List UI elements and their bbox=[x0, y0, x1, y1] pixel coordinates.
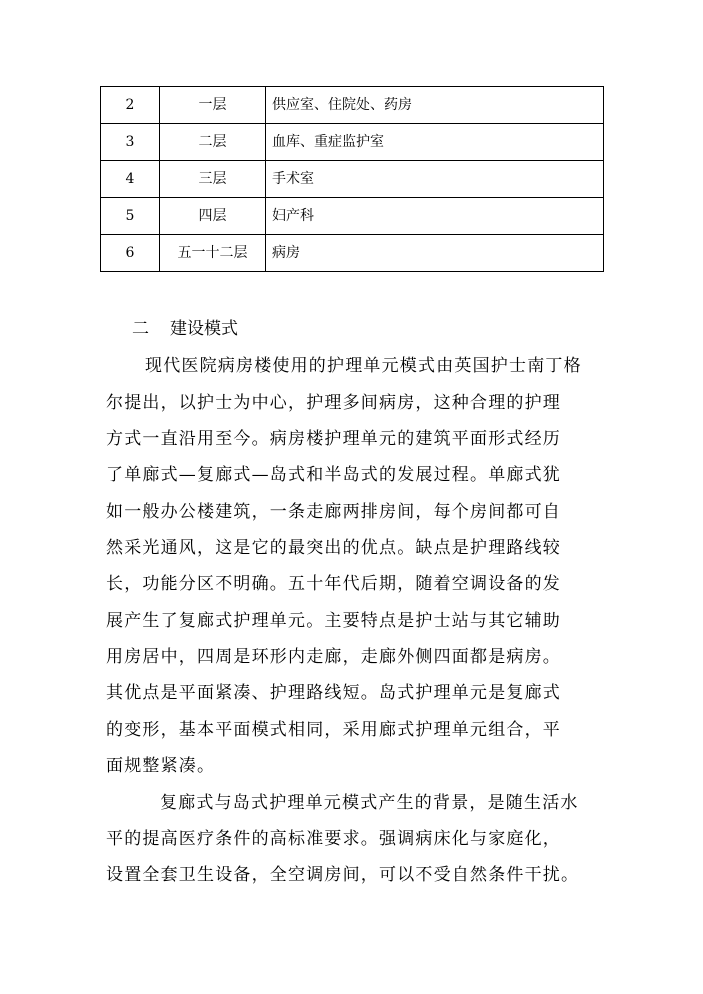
floor-table bbox=[100, 86, 604, 272]
section-heading bbox=[132, 317, 238, 341]
table-row bbox=[101, 87, 604, 124]
department-cell: 血库、重症监护室 bbox=[266, 124, 604, 161]
paragraph-line: 展产生了复廊式护理单元。主要特点是护士站与其它辅助 bbox=[106, 611, 561, 631]
paragraph-line: 方式一直沿用至今。病房楼护理单元的建筑平面形式经历 bbox=[106, 429, 561, 449]
table-row bbox=[101, 124, 604, 161]
paragraph-line: 设置全套卫生设备，全空调房间，可以不受自然条件干扰。 bbox=[106, 865, 580, 885]
paragraph-line: 然采光通风，这是它的最突出的优点。缺点是护理路线较 bbox=[106, 538, 561, 558]
department-cell: 病房 bbox=[266, 235, 604, 272]
floor-cell: 一层 bbox=[160, 87, 266, 124]
department-cell: 供应室、住院处、药房 bbox=[266, 87, 604, 124]
floor-cell: 三层 bbox=[160, 161, 266, 198]
row-number-cell: 4 bbox=[101, 161, 160, 198]
paragraph-line: 面规整紧凑。 bbox=[106, 756, 216, 776]
row-number-cell: 5 bbox=[101, 198, 160, 235]
paragraph-line: 如一般办公楼建筑，一条走廊两排房间，每个房间都可自 bbox=[106, 502, 561, 522]
table-row bbox=[101, 161, 604, 198]
floor-cell: 二层 bbox=[160, 124, 266, 161]
paragraph-line: 的变形，基本平面模式相同，采用廊式护理单元组合，平 bbox=[106, 720, 561, 740]
row-number-cell: 3 bbox=[101, 124, 160, 161]
paragraph-line: 现代医院病房楼使用的护理单元模式由英国护士南丁格 bbox=[145, 356, 582, 376]
department-cell: 手术室 bbox=[266, 161, 604, 198]
department-cell: 妇产科 bbox=[266, 198, 604, 235]
floor-cell: 五一十二层 bbox=[160, 235, 266, 272]
row-number-cell: 2 bbox=[101, 87, 160, 124]
paragraph-line: 平的提高医疗条件的高标准要求。强调病床化与家庭化， bbox=[106, 829, 561, 849]
section-title: 建设模式 bbox=[170, 319, 238, 339]
paragraph-line: 长，功能分区不明确。五十年代后期，随着空调设备的发 bbox=[106, 574, 561, 594]
paragraph-line: 用房居中，四周是环形内走廊，走廊外侧四面都是病房。 bbox=[106, 647, 561, 667]
paragraph-line: 其优点是平面紧凑、护理路线短。岛式护理单元是复廊式 bbox=[106, 683, 561, 703]
paragraph-line: 复廊式与岛式护理单元模式产生的背景，是随生活水 bbox=[160, 793, 579, 813]
row-number-cell: 6 bbox=[101, 235, 160, 272]
table-row bbox=[101, 235, 604, 272]
floor-cell: 四层 bbox=[160, 198, 266, 235]
table-row bbox=[101, 198, 604, 235]
paragraph-line: 了单廊式—复廊式—岛式和半岛式的发展过程。单廊式犹 bbox=[106, 465, 561, 485]
paragraph-line: 尔提出，以护士为中心，护理多间病房，这种合理的护理 bbox=[106, 393, 561, 413]
section-number: 二 bbox=[132, 319, 149, 339]
